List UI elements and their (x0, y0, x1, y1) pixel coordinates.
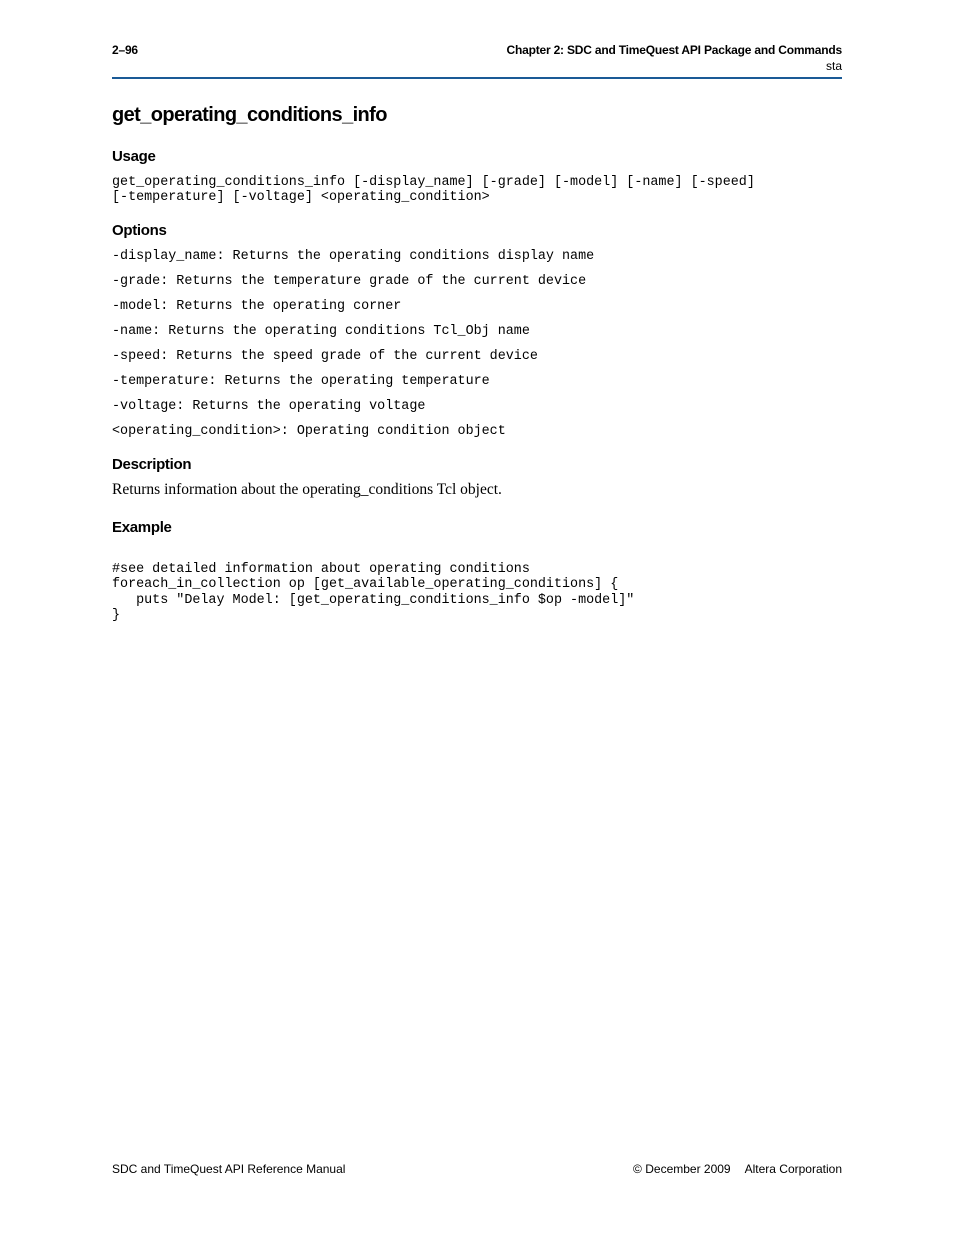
description-heading: Description (112, 456, 192, 473)
usage-line: get_operating_conditions_info [-display_name] [-grade] [-model] [-name] [-speed] (112, 175, 755, 190)
header-rule (112, 77, 842, 79)
option-item: -speed: Returns the speed grade of the current device (112, 349, 538, 364)
example-code-line: puts "Delay Model: [get_operating_conditions_info $op -model]" (112, 593, 635, 608)
example-code-line: foreach_in_collection op [get_available_operating_conditions] { (112, 577, 619, 592)
option-item: -model: Returns the operating corner (112, 299, 402, 314)
options-heading: Options (112, 222, 167, 239)
footer-manual-title: SDC and TimeQuest API Reference Manual (112, 1162, 346, 1176)
option-item: -name: Returns the operating conditions Tcl_Obj name (112, 324, 530, 339)
footer-right (633, 1162, 842, 1176)
example-code-line: #see detailed information about operating conditions (112, 562, 530, 577)
option-item: <operating_condition>: Operating condition object (112, 424, 506, 439)
option-item: -display_name: Returns the operating conditions display name (112, 249, 595, 264)
description-text: Returns information about the operating_conditions Tcl object. (112, 481, 502, 498)
usage-heading: Usage (112, 148, 156, 165)
page-number: 2–96 (112, 43, 138, 57)
example-heading: Example (112, 519, 172, 536)
option-item: -voltage: Returns the operating voltage (112, 399, 426, 414)
example-code-line: } (112, 608, 121, 623)
footer-date: © December 2009 (633, 1162, 731, 1176)
option-item: -temperature: Returns the operating temperature (112, 374, 490, 389)
usage-line: [-temperature] [-voltage] <operating_condition> (112, 190, 490, 205)
option-item: -grade: Returns the temperature grade of the current device (112, 274, 587, 289)
section-tag: sta (825, 59, 842, 73)
chapter-title: Chapter 2: SDC and TimeQuest API Package and Commands (506, 43, 842, 57)
footer-company: Altera Corporation (744, 1162, 842, 1176)
command-title: get_operating_conditions_info (112, 104, 387, 126)
